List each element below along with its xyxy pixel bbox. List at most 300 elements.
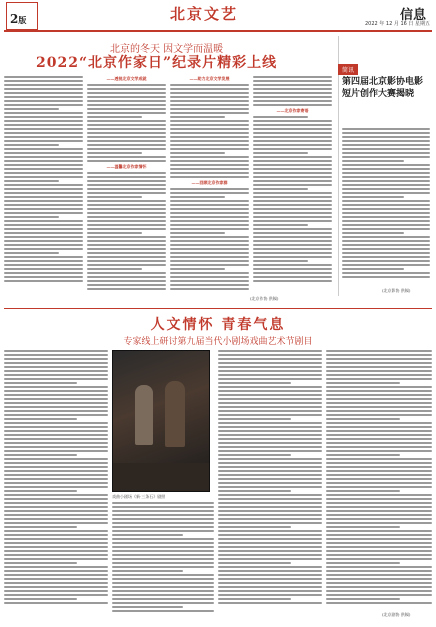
- text-line: [342, 144, 430, 146]
- text-line: [4, 582, 108, 584]
- text-line: [326, 470, 432, 472]
- text-line: [170, 264, 249, 266]
- text-line: [4, 462, 108, 464]
- page-number: 2版: [10, 12, 27, 26]
- text-line: [253, 252, 332, 254]
- text-line: [170, 140, 249, 142]
- text-line: [218, 574, 322, 576]
- text-line: [4, 434, 108, 436]
- subhead: ——助力北京文学发展: [189, 76, 230, 81]
- text-line: [218, 534, 322, 536]
- text-line: [326, 490, 400, 492]
- text-line: [87, 120, 166, 122]
- text-line: [218, 410, 322, 412]
- text-line: [326, 438, 432, 440]
- text-line: [4, 136, 83, 138]
- text-line: [342, 188, 430, 190]
- actor-figure-left: [135, 385, 153, 445]
- text-line: [4, 530, 108, 532]
- text-line: [4, 502, 108, 504]
- text-line: [4, 176, 83, 178]
- text-line: [4, 514, 108, 516]
- text-line: [170, 84, 249, 86]
- text-line: [112, 594, 214, 596]
- text-line: [87, 284, 166, 286]
- text-line: [87, 188, 166, 190]
- text-line: [87, 84, 166, 86]
- text-line: [112, 514, 214, 516]
- text-line: [253, 188, 308, 190]
- text-line: [4, 470, 108, 472]
- text-line: [253, 196, 332, 198]
- text-line: [218, 386, 322, 388]
- text-line: [218, 594, 322, 596]
- text-line: [253, 152, 308, 154]
- text-line: [342, 196, 404, 198]
- text-line: [253, 88, 332, 90]
- text-line: [218, 418, 291, 420]
- text-line: [253, 116, 308, 118]
- text-line: [326, 542, 432, 544]
- text-line: [253, 80, 332, 82]
- text-line: [326, 394, 432, 396]
- masthead: 北京文艺: [170, 5, 239, 23]
- text-line: [170, 204, 249, 206]
- text-line: [4, 240, 83, 242]
- text-line: [342, 212, 430, 214]
- text-line: [4, 538, 108, 540]
- text-line: [4, 558, 108, 560]
- text-line: [170, 256, 249, 258]
- text-line: [87, 240, 166, 242]
- text-line: [112, 526, 214, 528]
- text-line: [87, 264, 166, 266]
- text-line: [253, 232, 332, 234]
- text-line: [342, 184, 430, 186]
- subhead: ——北京作家寄语: [276, 108, 309, 113]
- text-line: [218, 522, 322, 524]
- text-line: [218, 602, 322, 604]
- text-line: [342, 276, 430, 278]
- text-line: [218, 362, 322, 364]
- text-line: [112, 542, 214, 544]
- text-line: [218, 598, 291, 600]
- text-line: [170, 168, 249, 170]
- text-line: [4, 478, 108, 480]
- text-line: [4, 370, 108, 372]
- text-line: [4, 498, 108, 500]
- text-line: [342, 272, 430, 274]
- text-line: [87, 140, 166, 142]
- text-line: [112, 506, 214, 508]
- text-line: [4, 208, 83, 210]
- text-line: [342, 148, 430, 150]
- text-line: [87, 204, 166, 206]
- text-line: [253, 248, 332, 250]
- text-line: [326, 478, 432, 480]
- text-line: [112, 582, 214, 584]
- text-line: [218, 390, 322, 392]
- text-line: [4, 168, 83, 170]
- text-line: [326, 378, 432, 380]
- text-line: [253, 176, 332, 178]
- text-line: [218, 490, 291, 492]
- text-line: [253, 192, 332, 194]
- text-line: [170, 224, 249, 226]
- text-line: [218, 486, 322, 488]
- text-line: [218, 454, 291, 456]
- text-line: [4, 426, 108, 428]
- text-line: [253, 84, 332, 86]
- text-line: [4, 272, 83, 274]
- text-line: [218, 506, 322, 508]
- text-line: [4, 152, 83, 154]
- text-line: [4, 124, 83, 126]
- text-line: [342, 132, 430, 134]
- text-line: [4, 112, 83, 114]
- text-line: [4, 96, 83, 98]
- text-line: [170, 128, 249, 130]
- text-line: [87, 172, 166, 174]
- text-line: [4, 506, 108, 508]
- text-line: [253, 92, 332, 94]
- text-line: [87, 280, 166, 282]
- text-line: [87, 96, 166, 98]
- text-line: [218, 542, 322, 544]
- text-line: [218, 478, 322, 480]
- text-line: [253, 184, 332, 186]
- text-line: [170, 284, 249, 286]
- text-line: [4, 510, 108, 512]
- text-line: [4, 410, 108, 412]
- text-line: [4, 494, 108, 496]
- text-line: [218, 498, 322, 500]
- stage-floor: [113, 463, 209, 491]
- text-line: [4, 382, 77, 384]
- text-line: [253, 236, 332, 238]
- text-line: [4, 268, 83, 270]
- text-line: [342, 224, 430, 226]
- text-line: [218, 370, 322, 372]
- text-line: [4, 108, 59, 110]
- text-line: [326, 514, 432, 516]
- text-line: [326, 430, 432, 432]
- text-line: [112, 554, 214, 556]
- text-line: [342, 216, 430, 218]
- text-line: [218, 446, 322, 448]
- text-line: [326, 486, 432, 488]
- text-line: [218, 382, 291, 384]
- text-line: [253, 96, 332, 98]
- text-line: [218, 558, 322, 560]
- text-line: [170, 152, 225, 154]
- text-line: [170, 248, 249, 250]
- text-line: [4, 104, 83, 106]
- text-line: [326, 590, 432, 592]
- text-line: [112, 590, 214, 592]
- text-line: [253, 200, 332, 202]
- text-line: [112, 522, 214, 524]
- text-line: [4, 418, 77, 420]
- text-line: [112, 510, 214, 512]
- text-line: [170, 244, 249, 246]
- text-line: [170, 236, 249, 238]
- text-line: [326, 510, 432, 512]
- text-line: [326, 566, 432, 568]
- text-line: [326, 350, 432, 352]
- text-line: [4, 586, 108, 588]
- text-line: [170, 240, 249, 242]
- text-line: [218, 586, 322, 588]
- text-line: [218, 590, 322, 592]
- text-line: [170, 288, 249, 290]
- text-line: [218, 482, 322, 484]
- text-line: [170, 116, 225, 118]
- text-line: [4, 88, 83, 90]
- text-line: [87, 148, 166, 150]
- top-kicker: 北京的冬天 因文学而温暖: [110, 44, 224, 55]
- text-line: [218, 406, 322, 408]
- text-line: [253, 120, 332, 122]
- text-line: [87, 212, 166, 214]
- text-line: [87, 248, 166, 250]
- text-line: [326, 582, 432, 584]
- text-line: [87, 160, 166, 162]
- text-line: [326, 458, 432, 460]
- text-line: [87, 136, 166, 138]
- text-line: [4, 264, 83, 266]
- text-line: [170, 96, 249, 98]
- text-line: [326, 602, 432, 604]
- text-line: [4, 398, 108, 400]
- text-line: [342, 236, 430, 238]
- text-line: [326, 466, 432, 468]
- text-line: [218, 546, 322, 548]
- text-line: [4, 542, 108, 544]
- text-line: [4, 164, 83, 166]
- text-line: [4, 562, 77, 564]
- text-line: [4, 80, 83, 82]
- text-line: [170, 144, 249, 146]
- text-line: [87, 104, 166, 106]
- text-line: [253, 136, 332, 138]
- text-line: [4, 212, 83, 214]
- text-line: [87, 276, 166, 278]
- text-line: [253, 160, 332, 162]
- text-line: [218, 530, 322, 532]
- text-line: [4, 594, 108, 596]
- text-line: [170, 212, 249, 214]
- text-line: [218, 474, 322, 476]
- text-line: [326, 534, 432, 536]
- text-line: [112, 598, 214, 600]
- text-line: [326, 550, 432, 552]
- text-line: [4, 84, 83, 86]
- text-line: [342, 240, 430, 242]
- text-line: [4, 518, 108, 520]
- text-line: [4, 220, 83, 222]
- text-line: [253, 168, 332, 170]
- text-line: [170, 192, 249, 194]
- text-line: [4, 390, 108, 392]
- text-line: [342, 156, 430, 158]
- text-line: [112, 566, 214, 568]
- text-line: [326, 362, 432, 364]
- text-line: [4, 566, 108, 568]
- text-line: [4, 188, 83, 190]
- text-line: [218, 354, 322, 356]
- column-4: [253, 76, 332, 304]
- text-line: [326, 474, 432, 476]
- text-line: [4, 430, 108, 432]
- text-line: [87, 252, 166, 254]
- text-line: [112, 562, 214, 564]
- text-line: [218, 398, 322, 400]
- text-line: [253, 164, 332, 166]
- text-line: [4, 446, 108, 448]
- text-line: [326, 442, 432, 444]
- text-line: [253, 216, 332, 218]
- text-line: [326, 502, 432, 504]
- text-line: [4, 598, 77, 600]
- text-line: [326, 498, 432, 500]
- text-line: [87, 268, 142, 270]
- text-line: [253, 208, 332, 210]
- header-rule: [4, 30, 432, 32]
- text-line: [87, 100, 166, 102]
- subhead: ——透视北京文学成就: [106, 76, 147, 81]
- text-line: [4, 482, 108, 484]
- text-line: [342, 176, 430, 178]
- text-line: [326, 398, 432, 400]
- text-line: [112, 578, 214, 580]
- text-line: [218, 554, 322, 556]
- top-headline: 2022“北京作家日”纪录片精彩上线: [36, 55, 278, 71]
- text-line: [4, 454, 77, 456]
- text-line: [112, 586, 214, 588]
- text-line: [218, 566, 322, 568]
- text-line: [4, 172, 83, 174]
- sidebar-body: [342, 128, 430, 278]
- text-line: [218, 582, 322, 584]
- text-line: [170, 272, 249, 274]
- text-line: [87, 128, 166, 130]
- text-line: [4, 534, 108, 536]
- text-line: [253, 260, 308, 262]
- text-line: [4, 244, 83, 246]
- text-line: [4, 570, 108, 572]
- text-line: [218, 402, 322, 404]
- text-line: [326, 482, 432, 484]
- text-line: [170, 132, 249, 134]
- text-line: [218, 462, 322, 464]
- text-line: [342, 200, 430, 202]
- text-line: [170, 200, 249, 202]
- text-line: [253, 124, 332, 126]
- text-line: [87, 216, 166, 218]
- text-line: [342, 204, 430, 206]
- text-line: [4, 180, 59, 182]
- text-line: [170, 120, 249, 122]
- text-line: [4, 402, 108, 404]
- text-line: [253, 244, 332, 246]
- text-line: [4, 236, 83, 238]
- text-line: [4, 590, 108, 592]
- text-line: [87, 192, 166, 194]
- text-line: [4, 362, 108, 364]
- text-line: [87, 108, 166, 110]
- bottom-column-4: [326, 350, 432, 604]
- bottom-article-body: [4, 350, 432, 622]
- text-line: [218, 518, 322, 520]
- text-line: [218, 578, 322, 580]
- text-line: [253, 104, 332, 106]
- text-line: [4, 200, 83, 202]
- text-line: [342, 164, 430, 166]
- text-line: [112, 602, 214, 604]
- text-line: [253, 240, 332, 242]
- text-line: [326, 506, 432, 508]
- text-line: [4, 386, 108, 388]
- text-line: [112, 558, 214, 560]
- text-line: [218, 470, 322, 472]
- text-line: [326, 494, 432, 496]
- text-line: [112, 502, 214, 504]
- text-line: [326, 586, 432, 588]
- text-line: [218, 378, 322, 380]
- text-line: [4, 248, 83, 250]
- text-line: [112, 550, 214, 552]
- text-line: [170, 160, 249, 162]
- text-line: [112, 534, 183, 536]
- text-line: [4, 224, 83, 226]
- text-line: [253, 180, 332, 182]
- column-1: [4, 76, 83, 304]
- text-line: [326, 366, 432, 368]
- text-line: [218, 438, 322, 440]
- photo-caption: 戏曲小剧场《新·三条石》剧照: [112, 494, 166, 499]
- text-line: [87, 220, 166, 222]
- text-line: [253, 148, 332, 150]
- text-line: [218, 570, 322, 572]
- text-line: [253, 204, 332, 206]
- text-line: [326, 422, 432, 424]
- text-line: [4, 196, 83, 198]
- text-line: [4, 280, 83, 282]
- text-line: [4, 442, 108, 444]
- text-line: [253, 144, 332, 146]
- text-line: [87, 144, 166, 146]
- text-line: [326, 546, 432, 548]
- text-line: [4, 378, 108, 380]
- text-line: [342, 128, 430, 130]
- text-line: [4, 156, 83, 158]
- date-line: 2022 年 12 月 16 日 星期五: [365, 21, 430, 27]
- text-line: [112, 606, 183, 608]
- text-line: [4, 466, 108, 468]
- text-line: [87, 184, 166, 186]
- text-line: [4, 276, 83, 278]
- text-line: [87, 256, 166, 258]
- text-line: [4, 350, 108, 352]
- text-line: [326, 594, 432, 596]
- bottom-headline: 人文情怀 青春气息: [150, 317, 286, 333]
- text-line: [170, 156, 249, 158]
- text-line: [342, 264, 430, 266]
- text-line: [87, 232, 142, 234]
- text-line: [253, 132, 332, 134]
- text-line: [342, 260, 430, 262]
